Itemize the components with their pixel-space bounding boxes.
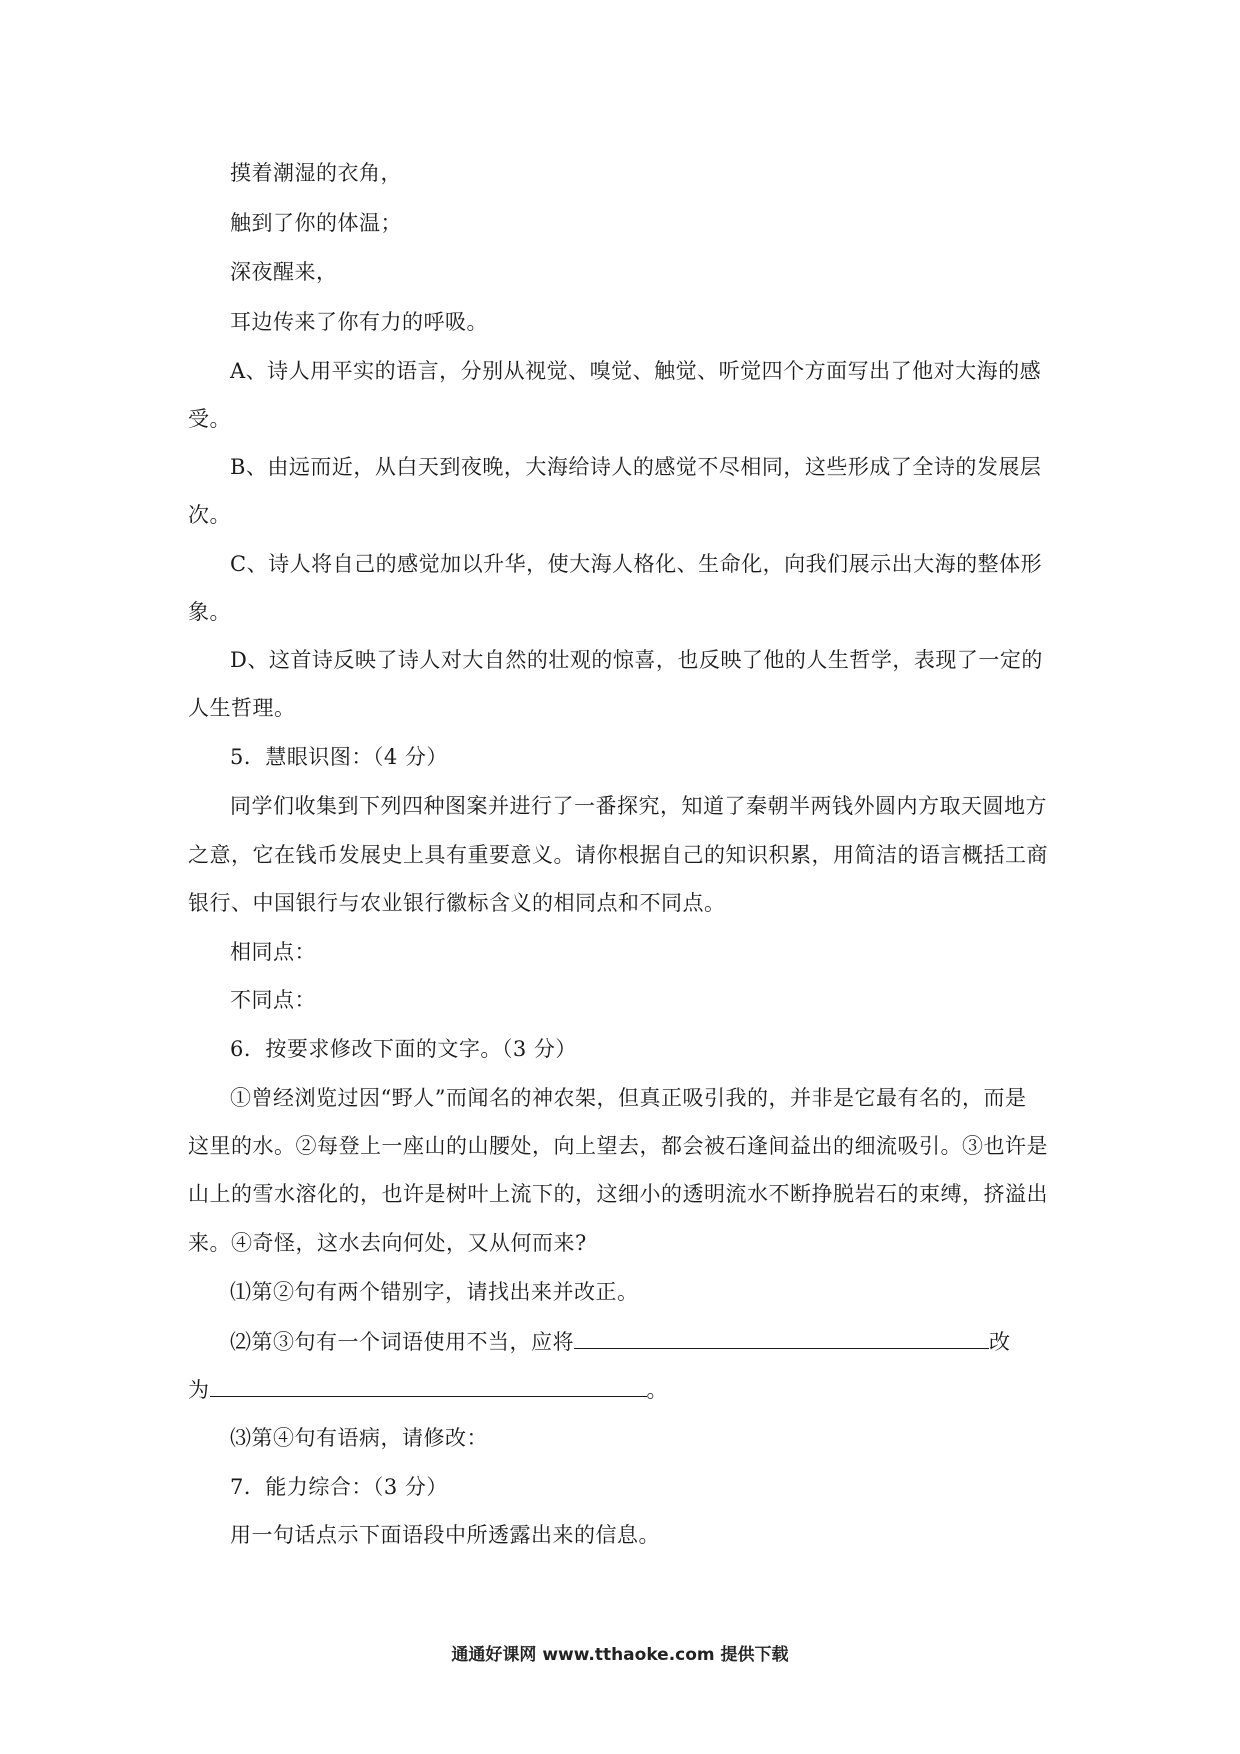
- poem-line: 摸着潮湿的衣角，: [230, 161, 402, 185]
- option-d-line: D、这首诗反映了诗人对大自然的壮观的惊喜，也反映了他的人生哲学，表现了一定的: [230, 648, 1043, 672]
- diff-points-label: 不同点：: [230, 988, 316, 1012]
- question-6-text: 来。④奇怪，这水去向何处，又从何而来?: [188, 1231, 587, 1255]
- question-6-sub-2-text: ⑵第③句有一个词语使用不当，应将: [230, 1330, 574, 1354]
- question-7-text: 用一句话点示下面语段中所透露出来的信息。: [230, 1523, 660, 1547]
- question-6-text: ①曾经浏览过因“野人”而闻名的神农架，但真正吸引我的，并非是它最有名的，而是: [230, 1086, 1027, 1110]
- question-6-sub-2-text: 。: [646, 1378, 668, 1402]
- option-a-line: A、诗人用平实的语言，分别从视觉、嗅觉、触觉、听觉四个方面写出了他对大海的感: [230, 359, 1042, 383]
- question-6-sub-1: ⑴第②句有两个错别字，请找出来并改正。: [230, 1280, 639, 1304]
- option-a-line: 受。: [188, 407, 231, 431]
- question-5-text: 之意，它在钱币发展史上具有重要意义。请你根据自己的知识积累，用简洁的语言概括工商: [188, 843, 1048, 867]
- question-5-title: 5．慧眼识图：（4 分）: [230, 745, 448, 769]
- same-points-label: 相同点：: [230, 940, 316, 964]
- page-footer: 通通好课网 www.tthaoke.com 提供下载: [451, 1645, 789, 1665]
- question-6-text: 山上的雪水溶化的，也许是树叶上流下的，这细小的透明流水不断挣脱岩石的束缚，挤溢出: [188, 1182, 1048, 1206]
- option-c-line: C、诗人将自己的感觉加以升华，使大海人格化、生命化，向我们展示出大海的整体形: [230, 552, 1043, 576]
- question-7-title: 7．能力综合：（3 分）: [230, 1475, 448, 1499]
- option-c-line: 象。: [188, 600, 231, 624]
- option-b-line: B、由远而近，从白天到夜晚，大海给诗人的感觉不尽相同，这些形成了全诗的发展层: [230, 455, 1042, 479]
- question-6-sub-2-text: 改: [989, 1330, 1011, 1354]
- question-5-text: 同学们收集到下列四种图案并进行了一番探究，知道了秦朝半两钱外圆内方取天圆地方: [230, 794, 1047, 818]
- option-b-line: 次。: [188, 503, 231, 527]
- poem-line: 耳边传来了你有力的呼吸。: [230, 310, 488, 334]
- answer-blank[interactable]: [210, 1374, 647, 1397]
- question-6-text: 这里的水。②每登上一座山的山腰处，向上望去，都会被石逢间益出的细流吸引。③也许是: [188, 1134, 1048, 1158]
- question-6-sub-2-text: 为: [188, 1378, 210, 1402]
- question-5-text: 银行、中国银行与农业银行徽标含义的相同点和不同点。: [188, 891, 726, 915]
- poem-line: 触到了你的体温；: [230, 211, 402, 235]
- question-6-sub-2: [230, 1326, 1011, 1356]
- question-6-sub-2-cont: [188, 1374, 668, 1404]
- poem-line: 深夜醒来，: [230, 260, 338, 284]
- question-6-title: 6．按要求修改下面的文字。（3 分）: [230, 1037, 577, 1061]
- question-6-sub-3: ⑶第④句有语病，请修改：: [230, 1426, 488, 1450]
- answer-blank[interactable]: [574, 1326, 989, 1349]
- option-d-line: 人生哲理。: [188, 696, 296, 720]
